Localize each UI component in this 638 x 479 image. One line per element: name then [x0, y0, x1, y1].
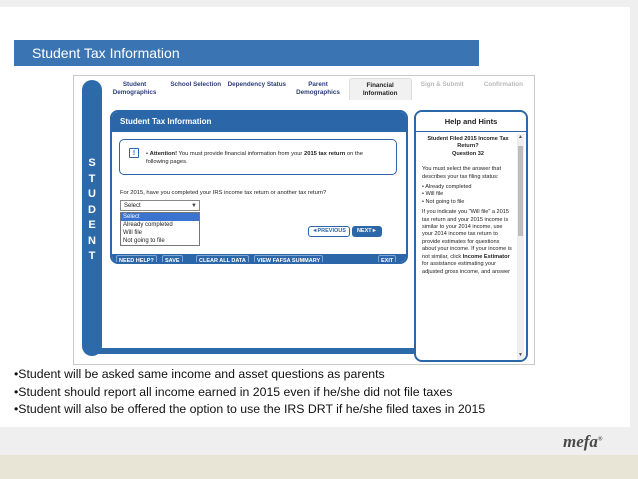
- dropdown-option[interactable]: Already completed: [123, 222, 173, 228]
- scroll-down-icon[interactable]: ▼: [518, 352, 523, 358]
- sidebar-letter: S: [88, 157, 96, 169]
- attention-body: You must provide financial information from your: [178, 151, 303, 157]
- next-label: NEXT: [356, 228, 372, 234]
- footer-band: [0, 455, 638, 479]
- nav-tab-dependency-status[interactable]: Dependency Status: [227, 81, 287, 88]
- chevron-down-icon[interactable]: ▼: [191, 203, 197, 209]
- hints-question: [422, 136, 514, 158]
- info-icon: !: [129, 148, 139, 158]
- hints-list-item: • Will file: [422, 191, 514, 198]
- mefa-logo: mefa®: [563, 432, 603, 451]
- hints-header: Help and Hints: [416, 112, 526, 132]
- tax-status-dropdown: [120, 212, 200, 246]
- sidebar-letters: [84, 156, 100, 265]
- exit-button[interactable]: EXIT: [378, 255, 396, 264]
- attention-text: • Attention! You must provide financial information from your 2015 tax return on the following pages.: [146, 151, 363, 165]
- nav-tab-school-selection[interactable]: School Selection: [170, 81, 222, 88]
- scroll-up-icon[interactable]: ▲: [518, 134, 523, 140]
- panel-header: Student Tax Information: [112, 112, 406, 132]
- hints-list: [422, 184, 514, 206]
- hints-paragraph: [422, 209, 514, 276]
- sidebar-letter: E: [88, 219, 96, 231]
- select-value: Select: [124, 203, 141, 209]
- income-estimator-link[interactable]: Income Estimator: [462, 253, 510, 260]
- student-tax-panel: [110, 110, 408, 264]
- nav-tab-parent-demographics[interactable]: Parent Demographics: [296, 81, 340, 96]
- scroll-thumb[interactable]: [518, 146, 523, 236]
- hints-question-title: Student Filed 2015 Income Tax Return?: [427, 136, 509, 150]
- hints-question-number: Question 32: [451, 150, 485, 157]
- logo-text: mefa: [563, 432, 598, 451]
- nav-tab-student-demographics[interactable]: Student Demographics: [112, 81, 157, 96]
- nav-tab-sign-submit: Sign & Submit: [420, 81, 464, 88]
- slide-title: Student Tax Information: [14, 40, 479, 66]
- need-help-button[interactable]: NEED HELP?: [116, 255, 157, 264]
- tax-status-select[interactable]: [120, 200, 200, 211]
- attention-label: Attention!: [149, 151, 178, 157]
- slide-bullets: [14, 366, 614, 419]
- progress-nav: [104, 78, 534, 100]
- help-hints-panel: [414, 110, 528, 362]
- clear-all-data-button[interactable]: CLEAR ALL DATA: [196, 255, 249, 264]
- sidebar-letter: N: [88, 234, 96, 247]
- attention-suffix: on the following pages.: [146, 151, 363, 165]
- hints-intro: You must select the answer that describes your tax filing status:: [422, 166, 502, 180]
- bullet-item: •Student will be asked same income and asset questions as parents: [14, 367, 385, 381]
- sidebar-letter: T: [88, 250, 96, 262]
- dropdown-option[interactable]: Not going to file: [123, 238, 165, 244]
- view-fafsa-summary-button[interactable]: VIEW FAFSA SUMMARY: [254, 255, 323, 264]
- nav-tab-financial-information[interactable]: Financial Information: [349, 78, 412, 100]
- sidebar-letter: U: [88, 188, 96, 200]
- nav-tab-confirmation: Confirmation: [483, 81, 523, 88]
- hints-body-text: If you indicate you "Will file" a 2015 tax return and your 2015 income is similar to your 2014 income, use your 2014 income tax return to provide estimates for questions about your income. If your income is not similar, click: [422, 209, 512, 260]
- hints-body-text-2: for assistance estimating your adjusted gross income, and answer: [422, 261, 510, 275]
- dropdown-option[interactable]: Will file: [123, 230, 142, 236]
- hints-list-item: • Already completed: [422, 184, 514, 191]
- save-button[interactable]: SAVE: [162, 255, 183, 264]
- dropdown-option[interactable]: Select: [121, 213, 199, 221]
- fafsa-screenshot: [73, 75, 535, 365]
- previous-button[interactable]: ◄PREVIOUS: [308, 226, 350, 237]
- hints-list-item: • Not going to file: [422, 199, 514, 206]
- sidebar-letter: T: [88, 172, 96, 185]
- tax-return-question: For 2015, have you completed your IRS income tax return or another tax return?: [120, 190, 327, 196]
- bullet-item: •Student will also be offered the option to use the IRS DRT if he/she filed taxes in 2015: [14, 402, 486, 416]
- attention-box: [119, 139, 397, 175]
- hints-body: [422, 136, 514, 276]
- panel-toolbar: [112, 254, 406, 264]
- sidebar-letter: D: [88, 203, 96, 216]
- attention-year: 2015 tax return: [304, 151, 346, 157]
- hints-scrollbar[interactable]: [517, 134, 524, 360]
- next-button[interactable]: NEXT►: [352, 226, 382, 237]
- previous-label: PREVIOUS: [317, 228, 346, 234]
- bullet-item: •Student should report all income earned in 2015 even if he/she did not file taxes: [14, 384, 453, 399]
